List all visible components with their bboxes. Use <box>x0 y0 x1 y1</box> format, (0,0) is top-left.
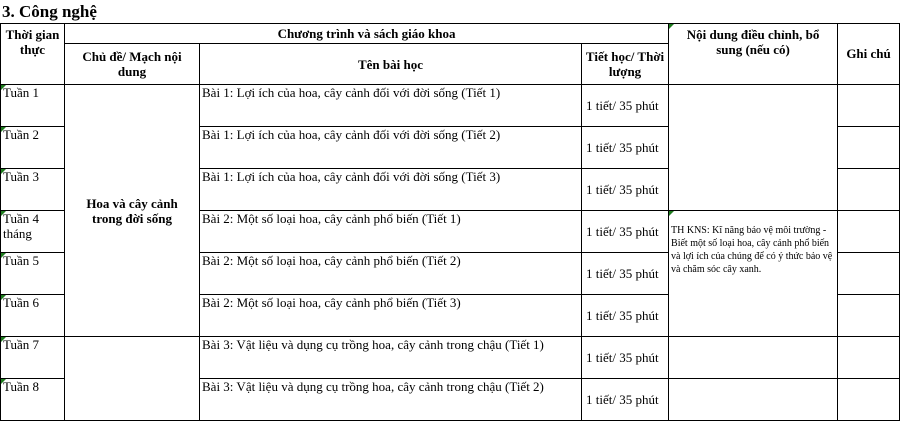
period-cell: 1 tiết/ 35 phút <box>582 169 669 211</box>
week-cell: Tuần 7 <box>1 337 65 379</box>
lesson-cell: Bài 1: Lợi ích của hoa, cây cảnh đối với đời sống (Tiết 1) <box>200 85 582 127</box>
header-lesson-name: Tên bài học <box>200 44 582 85</box>
lesson-cell: Bài 1: Lợi ích của hoa, cây cảnh đối với đời sống (Tiết 2) <box>200 127 582 169</box>
period-cell: 1 tiết/ 35 phút <box>582 211 669 253</box>
note-cell <box>838 169 900 211</box>
period-cell: 1 tiết/ 35 phút <box>582 253 669 295</box>
table-row <box>1 337 900 379</box>
period-cell: 1 tiết/ 35 phút <box>582 379 669 421</box>
header-topic: Chủ đề/ Mạch nội dung <box>65 44 200 85</box>
adjust-cell-empty <box>669 85 838 211</box>
note-cell <box>838 253 900 295</box>
period-cell: 1 tiết/ 35 phút <box>582 85 669 127</box>
week-cell: Tuần 1 <box>1 85 65 127</box>
week-cell: Tuần 2 <box>1 127 65 169</box>
adjust-note-cell: TH KNS: Kĩ năng bảo vệ môi trường - Biết một số loại hoa, cây cảnh phổ biến và lợi ích của chúng để có ý thức bảo vệ và chăm sóc cây xanh. <box>669 211 838 337</box>
note-cell <box>838 211 900 253</box>
period-cell: 1 tiết/ 35 phút <box>582 337 669 379</box>
header-program: Chương trình và sách giáo khoa <box>65 24 669 44</box>
note-cell <box>838 379 900 421</box>
note-cell <box>838 337 900 379</box>
section-title: 3. Công nghệ <box>2 2 97 21</box>
note-cell <box>838 85 900 127</box>
topic-cell-empty <box>65 337 200 421</box>
week-cell: Tuần 5 <box>1 253 65 295</box>
week-cell: Tuần 6 <box>1 295 65 337</box>
week-cell: Tuần 3 <box>1 169 65 211</box>
period-cell: 1 tiết/ 35 phút <box>582 295 669 337</box>
lesson-cell: Bài 2: Một số loại hoa, cây cảnh phổ biến (Tiết 3) <box>200 295 582 337</box>
lesson-cell: Bài 3: Vật liệu và dụng cụ trồng hoa, cây cảnh trong chậu (Tiết 1) <box>200 337 582 379</box>
topic-cell: Hoa và cây cảnh trong đời sống <box>65 85 200 337</box>
header-note: Ghi chú <box>838 24 900 85</box>
period-cell: 1 tiết/ 35 phút <box>582 127 669 169</box>
header-time: Thời gian thực <box>1 24 65 85</box>
lesson-cell: Bài 1: Lợi ích của hoa, cây cảnh đối với đời sống (Tiết 3) <box>200 169 582 211</box>
header-content-adjust: Nội dung điều chỉnh, bổ sung (nếu có) <box>669 24 838 85</box>
adjust-cell-empty <box>669 337 838 379</box>
note-cell <box>838 295 900 337</box>
adjust-cell-empty <box>669 379 838 421</box>
header-period: Tiết học/ Thời lượng <box>582 44 669 85</box>
note-cell <box>838 127 900 169</box>
table-row <box>1 85 900 127</box>
lesson-cell: Bài 2: Một số loại hoa, cây cảnh phổ biến (Tiết 1) <box>200 211 582 253</box>
curriculum-table <box>0 23 900 421</box>
lesson-cell: Bài 3: Vật liệu và dụng cụ trồng hoa, cây cảnh trong chậu (Tiết 2) <box>200 379 582 421</box>
week-cell: Tuần 4 tháng <box>1 211 65 253</box>
lesson-cell: Bài 2: Một số loại hoa, cây cảnh phổ biến (Tiết 2) <box>200 253 582 295</box>
week-cell: Tuần 8 <box>1 379 65 421</box>
